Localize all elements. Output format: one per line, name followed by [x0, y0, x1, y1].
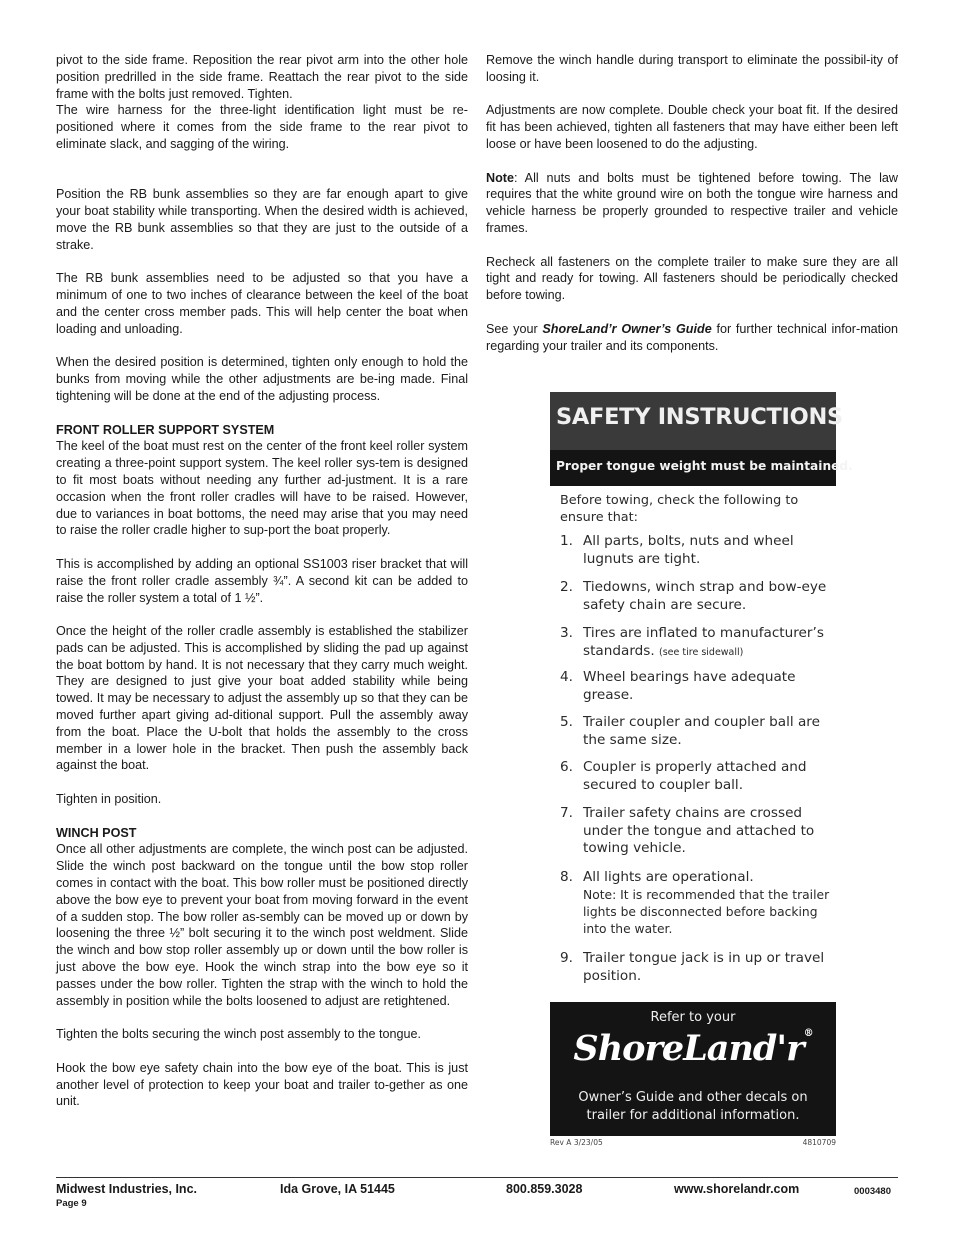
note-label: Note [486, 170, 514, 185]
footer-rule [56, 1177, 898, 1178]
paragraph: The keel of the boat must rest on the center of the front keel roller system creating a three-point support system. The keel roller sys-tem is designed to fit most boats without needing any further ad-justment. It is a rare occasion when the front roller cradles will have to be raised. However, due to variances in boat bottoms, the need may arise that you may need to raise the roller cradle higher to sup-port the boat properly. [56, 439, 468, 538]
refer-text: Refer to your [650, 1010, 736, 1025]
footer-company: Midwest Industries, Inc. [56, 1182, 197, 1196]
footer-phone: 800.859.3028 [506, 1182, 583, 1196]
paragraph: When the desired position is determined, tighten only enough to hold the bunks from moving while the other adjustments are be-ing made. Final tightening will be done at the end of the adjusting process. [56, 355, 468, 403]
section-heading-front-roller: FRONT ROLLER SUPPORT SYSTEM [56, 422, 275, 437]
paragraph: This is accomplished by adding an optional SS1003 riser bracket that will raise the front roller cradle assembly ¾”. A second kit can be added to raise the roller system a total of 1 ½”. [56, 556, 468, 605]
safety-instructions-decal [550, 392, 853, 1148]
decal-subtitle: Proper tongue weight must be maintained. [556, 459, 853, 473]
owners-guide-title: ShoreLand’r Owner’s Guide [542, 321, 712, 336]
paragraph: Remove the winch handle during transport to eliminate the possibil-ity of loosing it. [486, 53, 898, 84]
decal-bottom-text: Owner’s Guide and other decals on trailer for additional information. [578, 1090, 808, 1123]
paragraph: Once the height of the roller cradle assembly is established the stabilizer pads can be adjusted. This is accomplished by sliding the pad up against the boat bottom by hand. It is not necessary that they carry much weight. They are designed to just give your boat added stability while being towed. It may be necessary to adjust the assembly up so that they can be moved further apart giving ad-ditional support. Pull the assembly away from the boat. Place the U-bolt that holds the assembly to the cross member in a lower hole in the bracket. Then push the assembly back against the boat. [56, 624, 468, 773]
right-column [486, 52, 898, 354]
note-paragraph [486, 170, 898, 237]
note-text: : All nuts and bolts must be tightened before towing. The law requires that the white ground wire on both the tongue wire harness and vehicle harness be properly grounded to respective trailer and vehicle frames. [486, 170, 898, 235]
decal-revision: Rev A 3/23/05 [550, 1138, 603, 1147]
paragraph: Position the RB bunk assemblies so they are far enough apart to give your boat stability while transporting. When the desired width is achieved, move the RB bunk assemblies so that they are just to the outside of a strake. [56, 187, 468, 252]
paragraph: Tighten the bolts securing the winch post assembly to the tongue. [56, 1027, 421, 1042]
decal-title: SAFETY INSTRUCTIONS [556, 404, 843, 430]
decal-note: Note: It is recommended that the trailer lights be disconnected before backing into the water. [583, 887, 830, 936]
paragraph: Tighten in position. [56, 792, 162, 807]
decal-header [550, 392, 853, 486]
footer-website: www.shorelandr.com [674, 1182, 800, 1196]
footer-city: Ida Grove, IA 51445 [280, 1182, 395, 1196]
footer-page-number: Page 9 [56, 1198, 87, 1209]
decal-checklist: Before towing, check the following to ensure that: 1. All parts, bolts, nuts and wheel lugnuts are tight. 2. Tiedowns, winch strap and bow-eye safety chain are secure. 3. Tires are inflated to manufacturer’s standards. (see tire sidewall) 4. Wheel bearings have adequate grease. 5. Trailer coupler and coupler ball are the same size. 6. Coupler is properly attached and secured to coupler ball. 7. Trailer safety chains are crossed under the tongue and attached to towing vehicle. 8. All lights are operational. Note: It is recommended that the trailer lights be disconnected before backing into the water. 9. Trailer tongue jack is in up or travel position. [550, 486, 836, 1098]
shorelandr-logo: ShoreLand'r® [573, 1028, 813, 1069]
decal-part-number: 4810709 [802, 1138, 836, 1147]
paragraph: Recheck all fasteners on the complete trailer to make sure they are all tight and ready for towing. All fasteners should be periodically checked before towing. [486, 254, 898, 303]
paragraph: Once all other adjustments are complete, the winch post can be adjusted. Slide the winch post backward on the tongue until the bow stop roller comes in contact with the boat. This bow roller must be positioned directly above the bow eye to prevent your boat from moving forward in the event of a sudden stop. The bow roller as-sembly can be moved up or down by loosening the three ½” bolt securing it to the winch post weldment. Slide the winch and bow stop roller assembly up or down until the bow roller is just above the bow eye. Hook the winch strap into the bow eye so it passes under the bow roller. Tighten the strap with the winch to hold the assembly in position while the bolts loosened to adjust are retightened. [56, 842, 468, 1008]
paragraph: The wire harness for the three-light identification light must be re-positioned where it comes from the side frame to the rear pivot to eliminate slack, and sagging of the wiring. [56, 103, 468, 151]
paragraph: pivot to the side frame. Reposition the rear pivot arm into the other hole position predrilled in the side frame. Reattach the rear pivot to the side frame with the bolts just removed. Tighten. [56, 53, 468, 101]
paragraph: Hook the bow eye safety chain into the bow eye of the boat. This is just another level of protection to keep your boat and trailer to-gether as one unit. [56, 1060, 468, 1109]
section-heading-winch-post: WINCH POST [56, 825, 137, 840]
decal-intro: Before towing, check the following to ensure that: [560, 493, 799, 525]
footer-doc-number: 0003480 [854, 1186, 891, 1197]
paragraph: Adjustments are now complete. Double check your boat fit. If the desired fit has been achieved, tighten all fasteners that may have either been left loose or have been loosened to do the adjusting. [486, 103, 898, 151]
left-column [56, 52, 468, 1110]
guide-paragraph: See your ShoreLand’r Owner’s Guide for further technical infor-mation regarding your trailer and its components. [486, 321, 898, 353]
decal-footer [550, 1002, 836, 1136]
paragraph: The RB bunk assemblies need to be adjusted so that you have a minimum of one to two inches of clearance between the keel of the boat and the center cross member pads. This will help center the boat when loading and unloading. [56, 271, 468, 336]
